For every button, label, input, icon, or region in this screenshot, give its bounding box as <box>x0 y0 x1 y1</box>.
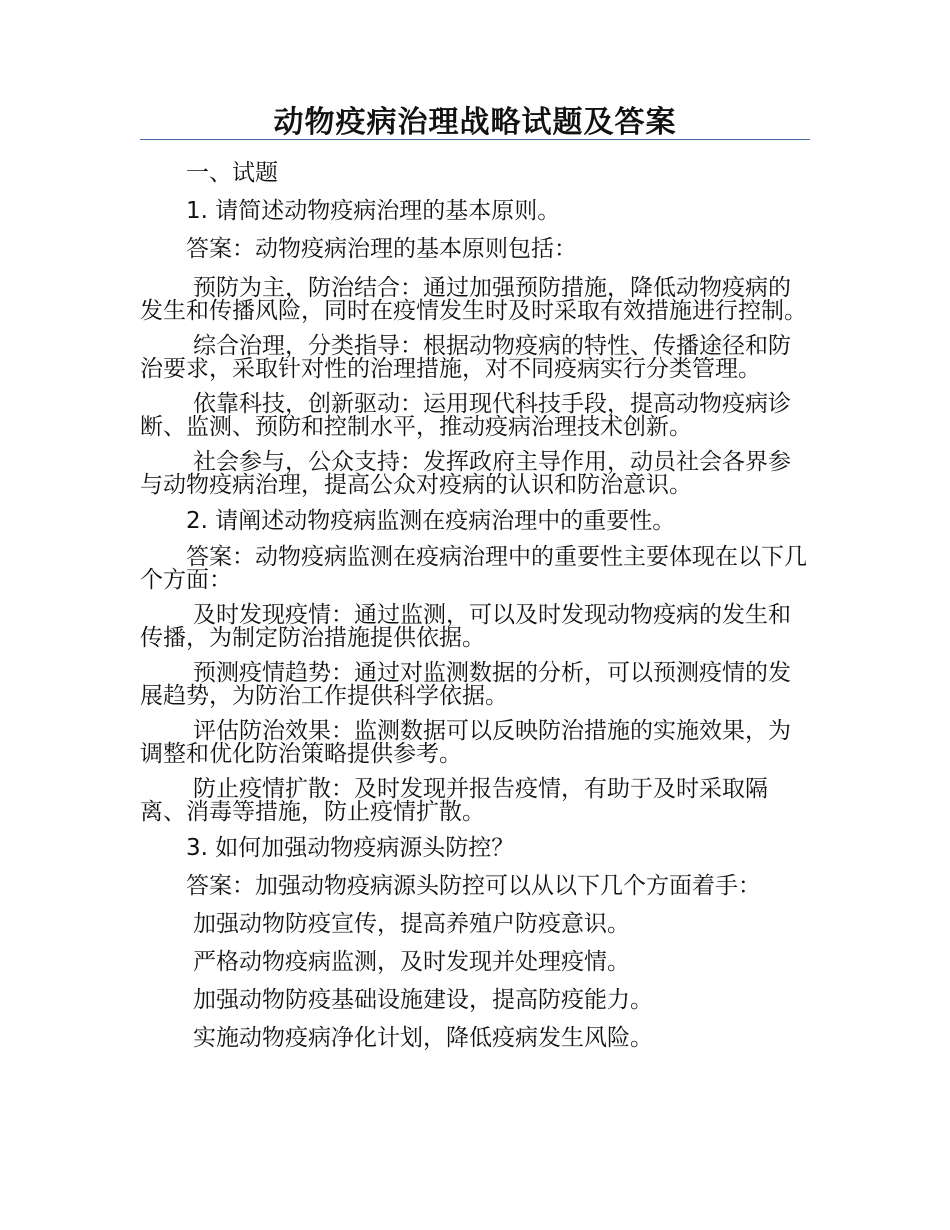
answer-2-point: 防止疫情扩散：及时发现并报告疫情，有助于及时采取隔离、消毒等措施，防止疫情扩散。 <box>140 776 768 825</box>
answer-1-intro: 答案：动物疫病治理的基本原则包括： <box>186 236 577 262</box>
title-underline <box>140 139 810 140</box>
answer-1-point: 依靠科技，创新驱动：运用现代科技手段，提高动物疫病诊断、监测、预防和控制水平，推动疫病治理技术创新。 <box>140 391 791 440</box>
answer-2-point: 预测疫情趋势：通过对监测数据的分析，可以预测疫情的发展趋势，为防治工作提供科学依据。 <box>140 660 791 709</box>
answer-1-point: 社会参与，公众支持：发挥政府主导作用，动员社会各界参与动物疫病治理，提高公众对疫病的认识和防治意识。 <box>140 449 791 498</box>
question-1: 1. 请简述动物疫病治理的基本原则。 <box>186 198 561 224</box>
answer-1-point: 预防为主，防治结合：通过加强预防措施，降低动物疫病的发生和传播风险，同时在疫情发生时及时采取有效措施进行控制。 <box>140 275 807 324</box>
answer-2-point: 及时发现疫情：通过监测，可以及时发现动物疫病的发生和传播，为制定防治措施提供依据。 <box>140 602 791 651</box>
answer-3-intro: 答案：加强动物疫病源头防控可以从以下几个方面着手： <box>186 873 761 899</box>
section-heading: 一、试题 <box>186 160 278 186</box>
document-body <box>140 158 810 1054</box>
answer-3-point: 实施动物疫病净化计划，降低疫病发生风险。 <box>193 1025 653 1051</box>
question-2: 2. 请阐述动物疫病监测在疫病治理中的重要性。 <box>186 508 676 534</box>
document-title: 动物疫病治理战略试题及答案 <box>273 105 677 140</box>
answer-3-point: 严格动物疫病监测，及时发现并处理疫情。 <box>193 949 630 975</box>
answer-3-point: 加强动物防疫基础设施建设，提高防疫能力。 <box>193 987 653 1013</box>
answer-3-point: 加强动物防疫宣传，提高养殖户防疫意识。 <box>193 911 630 937</box>
answer-2-point: 评估防治效果：监测数据可以反映防治措施的实施效果，为调整和优化防治策略提供参考。 <box>140 718 791 767</box>
answer-1-point: 综合治理，分类指导：根据动物疫病的特性、传播途径和防治要求，采取针对性的治理措施，对不同疫病实行分类管理。 <box>140 333 791 382</box>
answer-2-intro: 答案：动物疫病监测在疫病治理中的重要性主要体现在以下几个方面： <box>140 544 807 593</box>
question-3: 3. 如何加强动物疫病源头防控？ <box>186 835 515 861</box>
